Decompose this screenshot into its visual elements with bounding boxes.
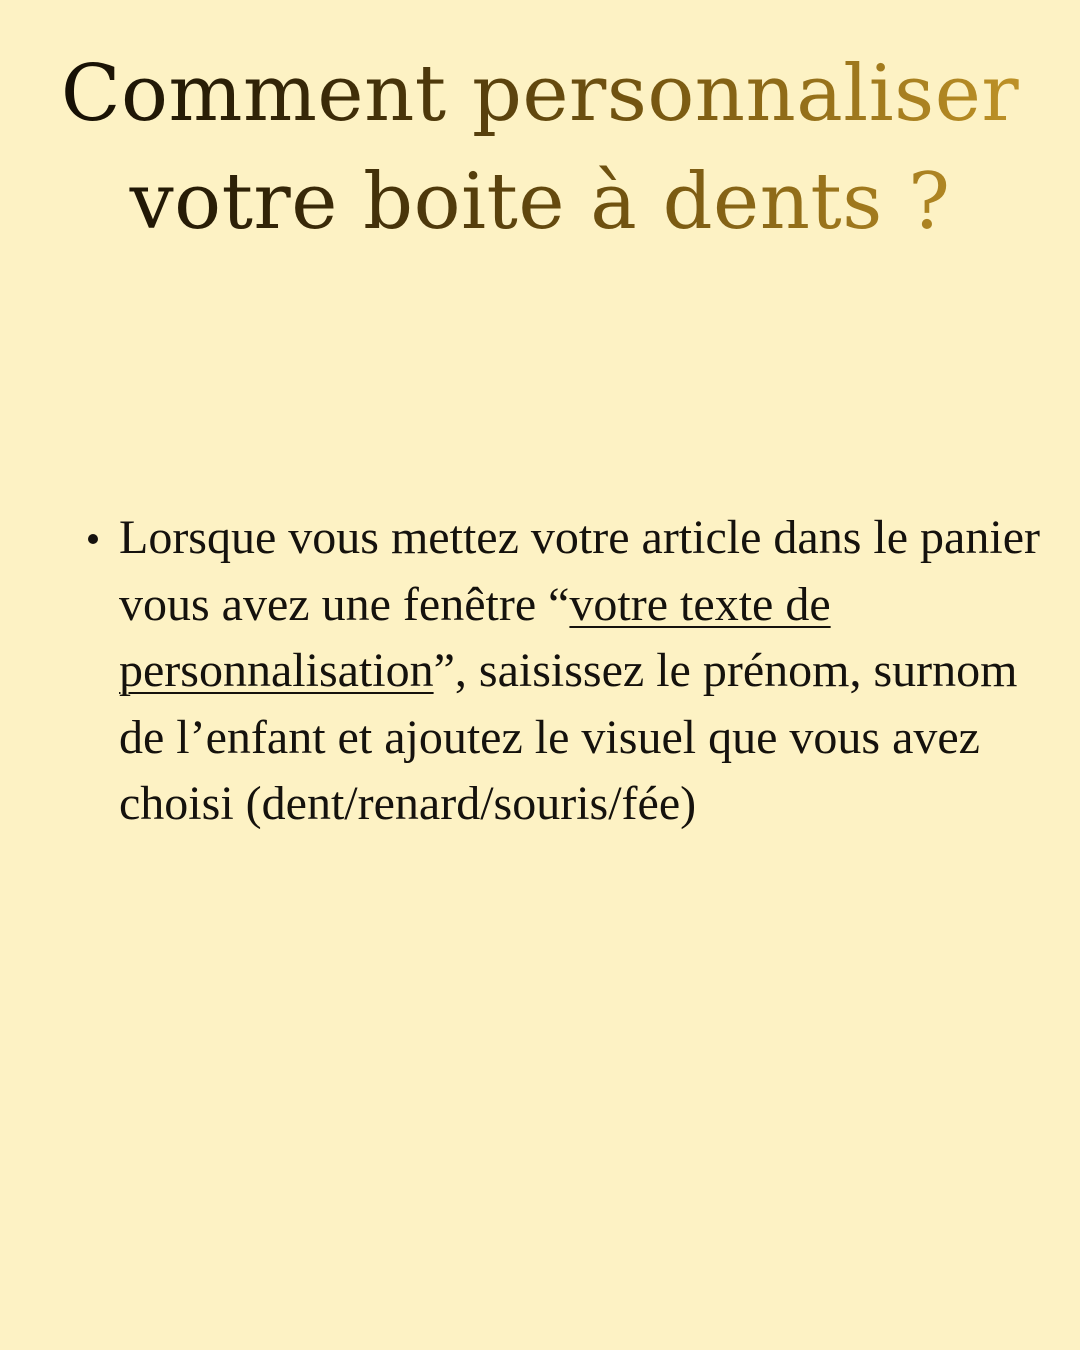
bullet-dot-icon <box>88 534 98 544</box>
instruction-text-before: Lorsque vous mettez votre article dans le panier vous avez une fenêtre “ <box>119 511 1040 631</box>
instructions-list <box>82 505 1042 838</box>
instructions-section <box>82 505 1042 838</box>
title-line-1: Comment personnaliser <box>60 49 1020 139</box>
title-line-2: votre boite à dents ? <box>129 157 951 247</box>
list-item <box>82 505 1042 838</box>
instruction-text-after: ”, saisissez le prénom, surnom de l’enfant et ajoutez le visuel que vous avez choisi (dent/renard/souris/fée) <box>119 644 1018 830</box>
personalization-text-link[interactable]: votre texte de personnalisation <box>119 577 831 697</box>
page-title <box>0 40 1080 256</box>
